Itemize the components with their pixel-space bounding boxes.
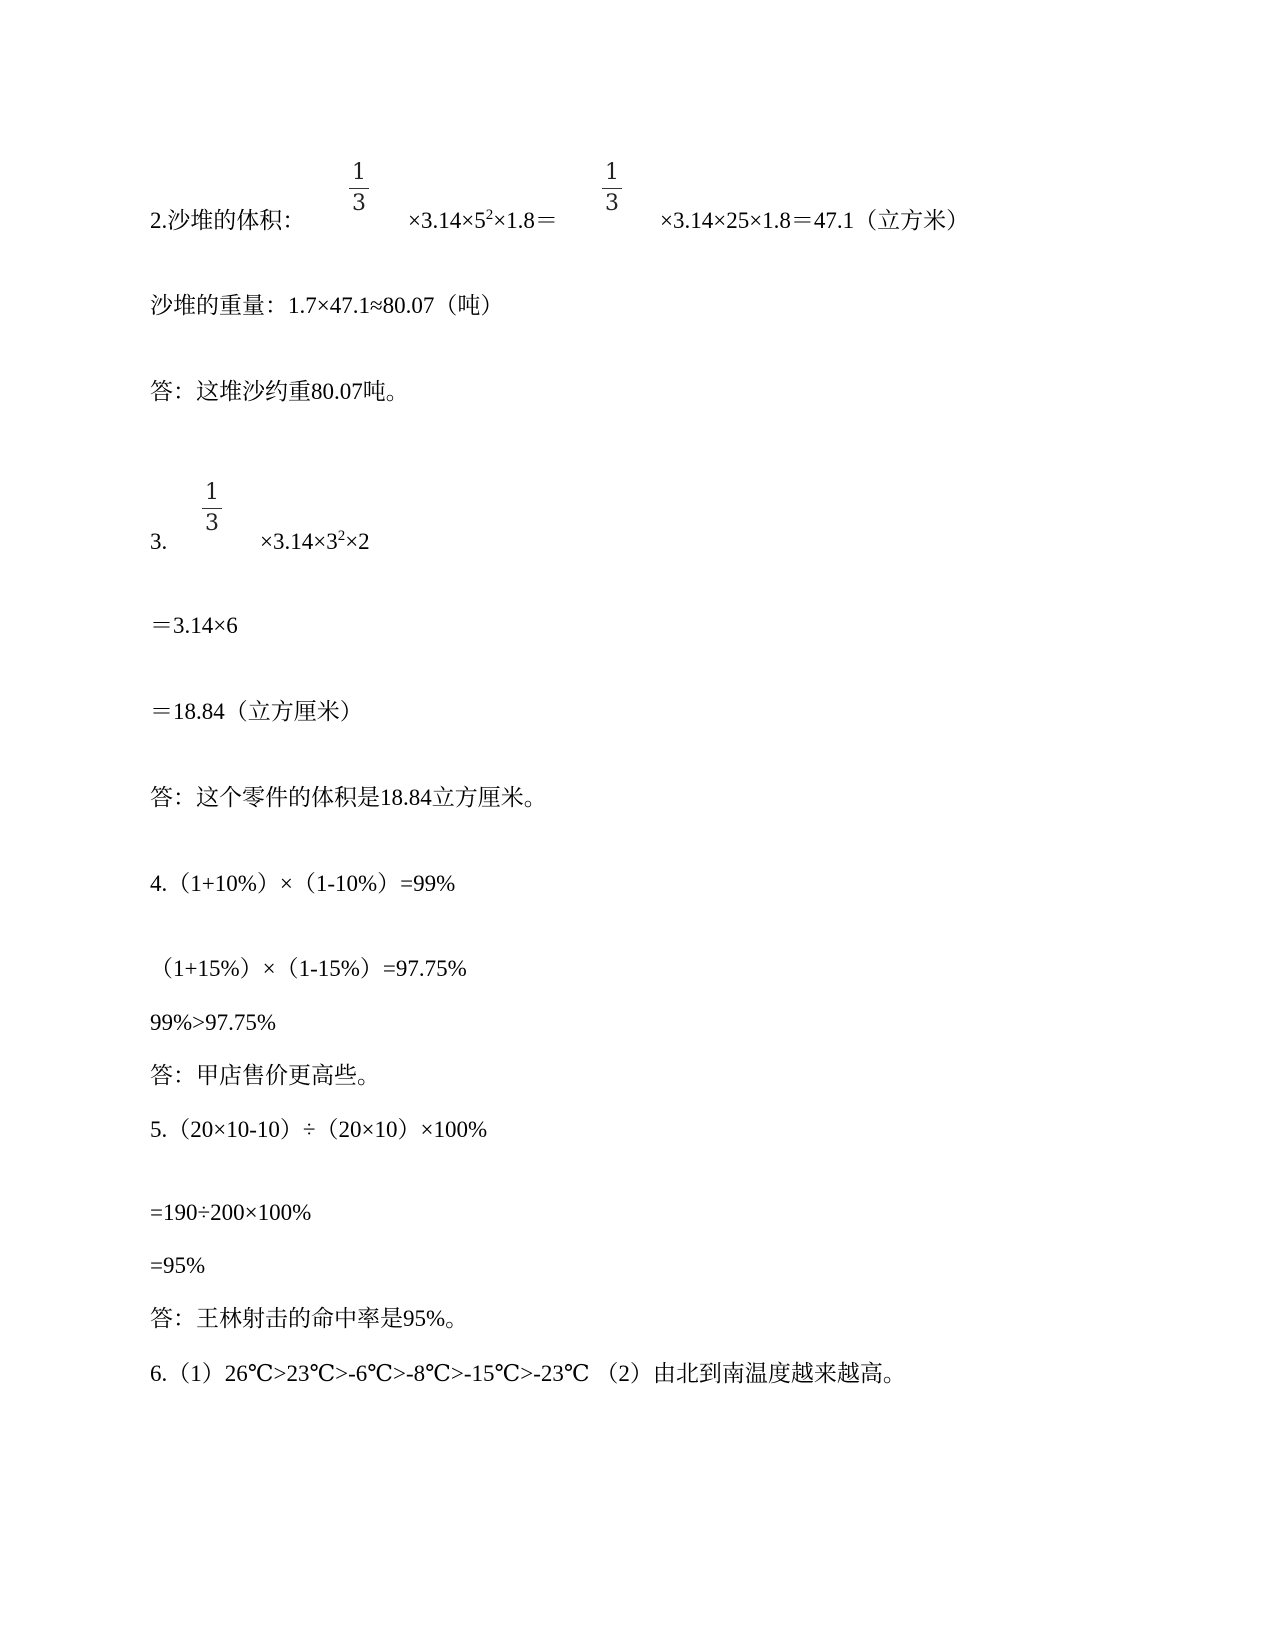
q5-line1: 5.（20×10-10）÷（20×10）×100% bbox=[150, 1117, 488, 1142]
q2-part1: ×3.14×5 bbox=[408, 208, 486, 233]
q2-expression-part3: ×3.14×25×1.8＝47.1（立方米） bbox=[660, 208, 970, 233]
q4-answer: 答：甲店售价更高些。 bbox=[150, 1063, 380, 1088]
q2-weight-line: 沙堆的重量：1.7×47.1≈80.07（吨） bbox=[150, 293, 504, 318]
q2-fraction-1 bbox=[347, 160, 371, 217]
q3-fraction-numerator: 1 bbox=[205, 480, 219, 505]
q4-line1: 4.（1+10%）×（1-10%）=99% bbox=[150, 871, 456, 896]
fraction-bar bbox=[602, 188, 622, 189]
q3-expression bbox=[260, 528, 370, 556]
q5-line3: =95% bbox=[150, 1253, 206, 1278]
q2-fraction-1-numerator: 1 bbox=[352, 160, 366, 185]
q2-fraction-2-denominator: 3 bbox=[605, 191, 619, 216]
q5-answer: 答：王林射击的命中率是95%。 bbox=[150, 1306, 469, 1331]
q3-fraction bbox=[200, 480, 224, 537]
q2-fraction-1-denominator: 3 bbox=[352, 191, 366, 216]
q3-part1: ×3.14×3 bbox=[260, 529, 338, 554]
q3-step1: ＝3.14×6 bbox=[150, 613, 238, 638]
fraction-bar bbox=[202, 508, 222, 509]
q5-line2: =190÷200×100% bbox=[150, 1200, 312, 1225]
fraction-bar bbox=[349, 188, 369, 189]
q6-line1: 6.（1）26℃>23℃>-6℃>-8℃>-15℃>-23℃ （2）由北到南温度越来越高。 bbox=[150, 1361, 906, 1386]
q3-fraction-denominator: 3 bbox=[205, 511, 219, 536]
q2-exponent: 2 bbox=[485, 207, 494, 223]
q3-label: 3. bbox=[150, 529, 168, 554]
q2-part2: ×1.8＝ bbox=[493, 208, 558, 233]
q2-label: 2.沙堆的体积： bbox=[150, 208, 306, 233]
q2-answer: 答：这堆沙约重80.07吨。 bbox=[150, 379, 409, 404]
q2-fraction-2 bbox=[600, 160, 624, 217]
q4-line2: （1+15%）×（1-15%）=97.75% bbox=[150, 956, 467, 981]
q2-fraction-2-numerator: 1 bbox=[605, 160, 619, 185]
q3-part2: ×2 bbox=[345, 529, 370, 554]
q3-exponent: 2 bbox=[337, 528, 346, 544]
q3-step2: ＝18.84（立方厘米） bbox=[150, 699, 363, 724]
q4-line3: 99%>97.75% bbox=[150, 1010, 277, 1035]
q2-volume-line bbox=[150, 207, 305, 235]
q3-answer: 答：这个零件的体积是18.84立方厘米。 bbox=[150, 785, 547, 810]
q2-expression-part1 bbox=[408, 207, 558, 235]
